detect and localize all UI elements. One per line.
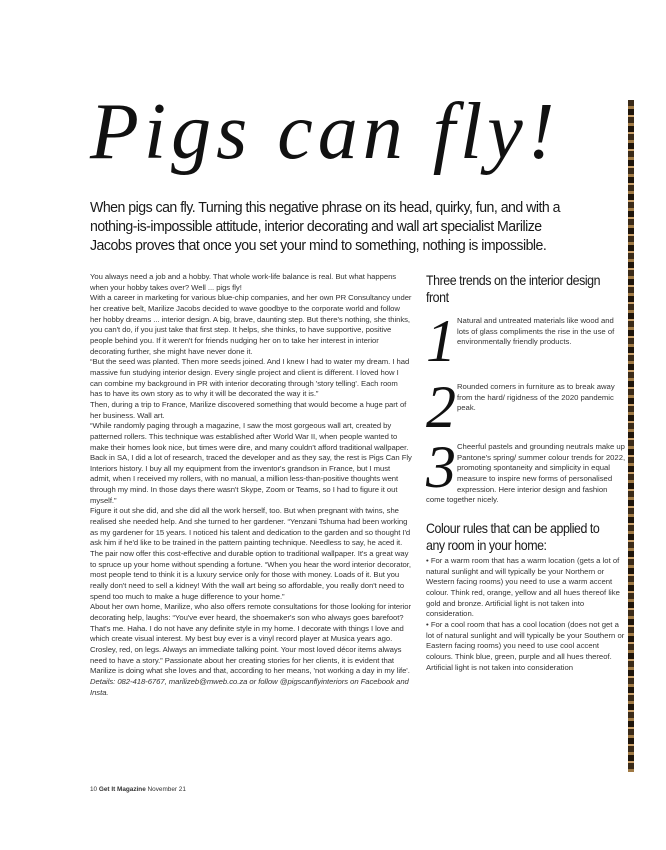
magazine-name: Get It Magazine — [98, 786, 146, 793]
contact-details: Details: 082-418-6767, marilizeb@mweb.co.za or follow @pigscanflyinteriors on Facebook and Insta. — [90, 676, 409, 697]
trend-number: 1 — [426, 308, 456, 374]
body-paragraph: The pair now offer this cost-effective and durable option to traditional wallpaper. It's a great way to spruce up your home without spending a fortune. “When you hear the word interior decorator, most people tend to think it is a luxury service only for those with money. Loads of it. But you really don't need to sell a kidney! With the wall art being so affordable, you really don't need to spend too much to make a huge difference to your home.” — [90, 549, 411, 601]
trend-item — [426, 374, 626, 440]
body-paragraph: With a career in marketing for various blue-chip companies, and her own PR Consultancy under her creative belt, Marilize Jacobs decided to wave goodbye to the corporate world and follow her hobby dreams ... interior design. A big, brave, daunting step. But there's nothing, she thinks, you can't do, if you just take that first step. It helps, she thinks, to have supportive, positive people behind you. If it weren't for friends nudging her on to take her interest in interior decorating further, she might have never done it. — [90, 293, 412, 356]
article-body — [90, 272, 412, 698]
trend-number: 2 — [426, 374, 456, 440]
trend-item — [426, 308, 626, 374]
body-paragraph: Figure it out she did, and she did all the work herself, too. But when pregnant with twins, she realised she needed help. And she turned to her gardener. “Yenzani Tshuma had been working as my gardener for 15 years. I noticed his talent and dedication to the garden and so thought I'd ask him if he'd like to be trained in the pattern painting technique. Needless to say, he aced it. — [90, 506, 411, 548]
body-paragraph: “While randomly paging through a magazine, I saw the most gorgeous wall art, created by patterned rollers. This technique was established after World War II, when people wanted to make their homes look nice, but times were dire, and many couldn't afford traditional wallpaper. Back in SA, I did a lot of research, traced the developer and as they say, the rest is Pigs Can Fly Interiors history. I buy all my equipment from the inventor's grandson in France, but I must admit, when I received my rollers, with no manual, a million less-than-positive thoughts went through my mind. In those days there wasn't Skype, Zoom or Teams, so I had to figure it out myself.” — [90, 421, 412, 505]
trend-item — [426, 434, 626, 506]
page-title: Pigs can fly! — [90, 88, 560, 176]
page-footer — [90, 786, 186, 793]
issue-date: November 21 — [147, 786, 186, 793]
colour-rules-heading: Colour rules that can be applied to any room in your home: — [426, 520, 600, 553]
body-paragraph: About her own home, Marilize, who also offers remote consultations for those looking for interior decorating help, laughs: “You've ever heard, the shoemaker's son who always goes barefoot? That's me. Haha. I do not have any definite style in my home. I decorate with things I love and which create visual interest. My best buy ever is a vinyl record player at Musica years ago. Crosley, red, on legs. Always an immediate talking point. Your most loved décor items always need to have a story.” Passionate about her creating stories for her clients, it is evident that Marilize is doing what she loves and that, according to her means, 'not working a day in my life'. — [90, 602, 412, 676]
edge-decorative-strip — [628, 100, 634, 772]
colour-rule-item: • For a cool room that has a cool location (does not get a lot of natural sunlight and will typically be your Southern or Eastern facing rooms) you need to use cool accent colours. Think blue, green, purple and all hues thereof. Artificial light is not taken into consideration — [426, 619, 625, 672]
trends-heading: Three trends on the interior design front — [426, 273, 601, 305]
trend-number: 3 — [426, 434, 456, 500]
trend-text: Cheerful pastels and grounding neutrals make up Pantone's spring/ summer colour trends for 2022, promoting spontaneity and simplicity in equal measure to inspire new forms of personalised expression. Here interior design and fashion come together nicely. — [426, 442, 626, 505]
body-paragraph: “But the seed was planted. Then more seeds joined. And I knew I had to water my dream. I had massive fun studying interior design. Every single project and client is different. I loved how I can combine my background in PR with interior decorating through 'story telling'. Each room has to have its own story as to why it will be decorated the way it is.” — [90, 357, 410, 399]
body-paragraph: Then, during a trip to France, Marilize discovered something that would become a huge part of her business. Wall art. — [90, 399, 407, 420]
sidebar — [426, 272, 626, 673]
standfirst: When pigs can fly. Turning this negative phrase on its head, quirky, fun, and with a nothing-is-impossible attitude, interior decorating and wall art specialist Marilize Jacobs proves that once you set your mind to something, nothing is impossible. — [90, 199, 560, 254]
colour-rule-item: • For a warm room that has a warm location (gets a lot of natural sunlight and will typically be your Northern or Western facing rooms) you need to use a warm accent colour. Think red, orange, yellow and all hues thereof like gold and bronze. Artificial light is not taken into consideration. — [426, 555, 620, 619]
body-paragraph: You always need a job and a hobby. That whole work-life balance is real. But what happens when your hobby takes over? Well ... pigs fly! — [90, 272, 397, 292]
colour-rules-list — [426, 556, 626, 673]
trend-text: Rounded corners in furniture as to break away from the hard/ rigidness of the 2020 pandemic peak. — [457, 382, 615, 413]
page-number: 10 — [90, 786, 98, 793]
trend-text: Natural and untreated materials like wood and lots of glass compliments the rise in the use of environmentally friendly products. — [457, 316, 615, 347]
